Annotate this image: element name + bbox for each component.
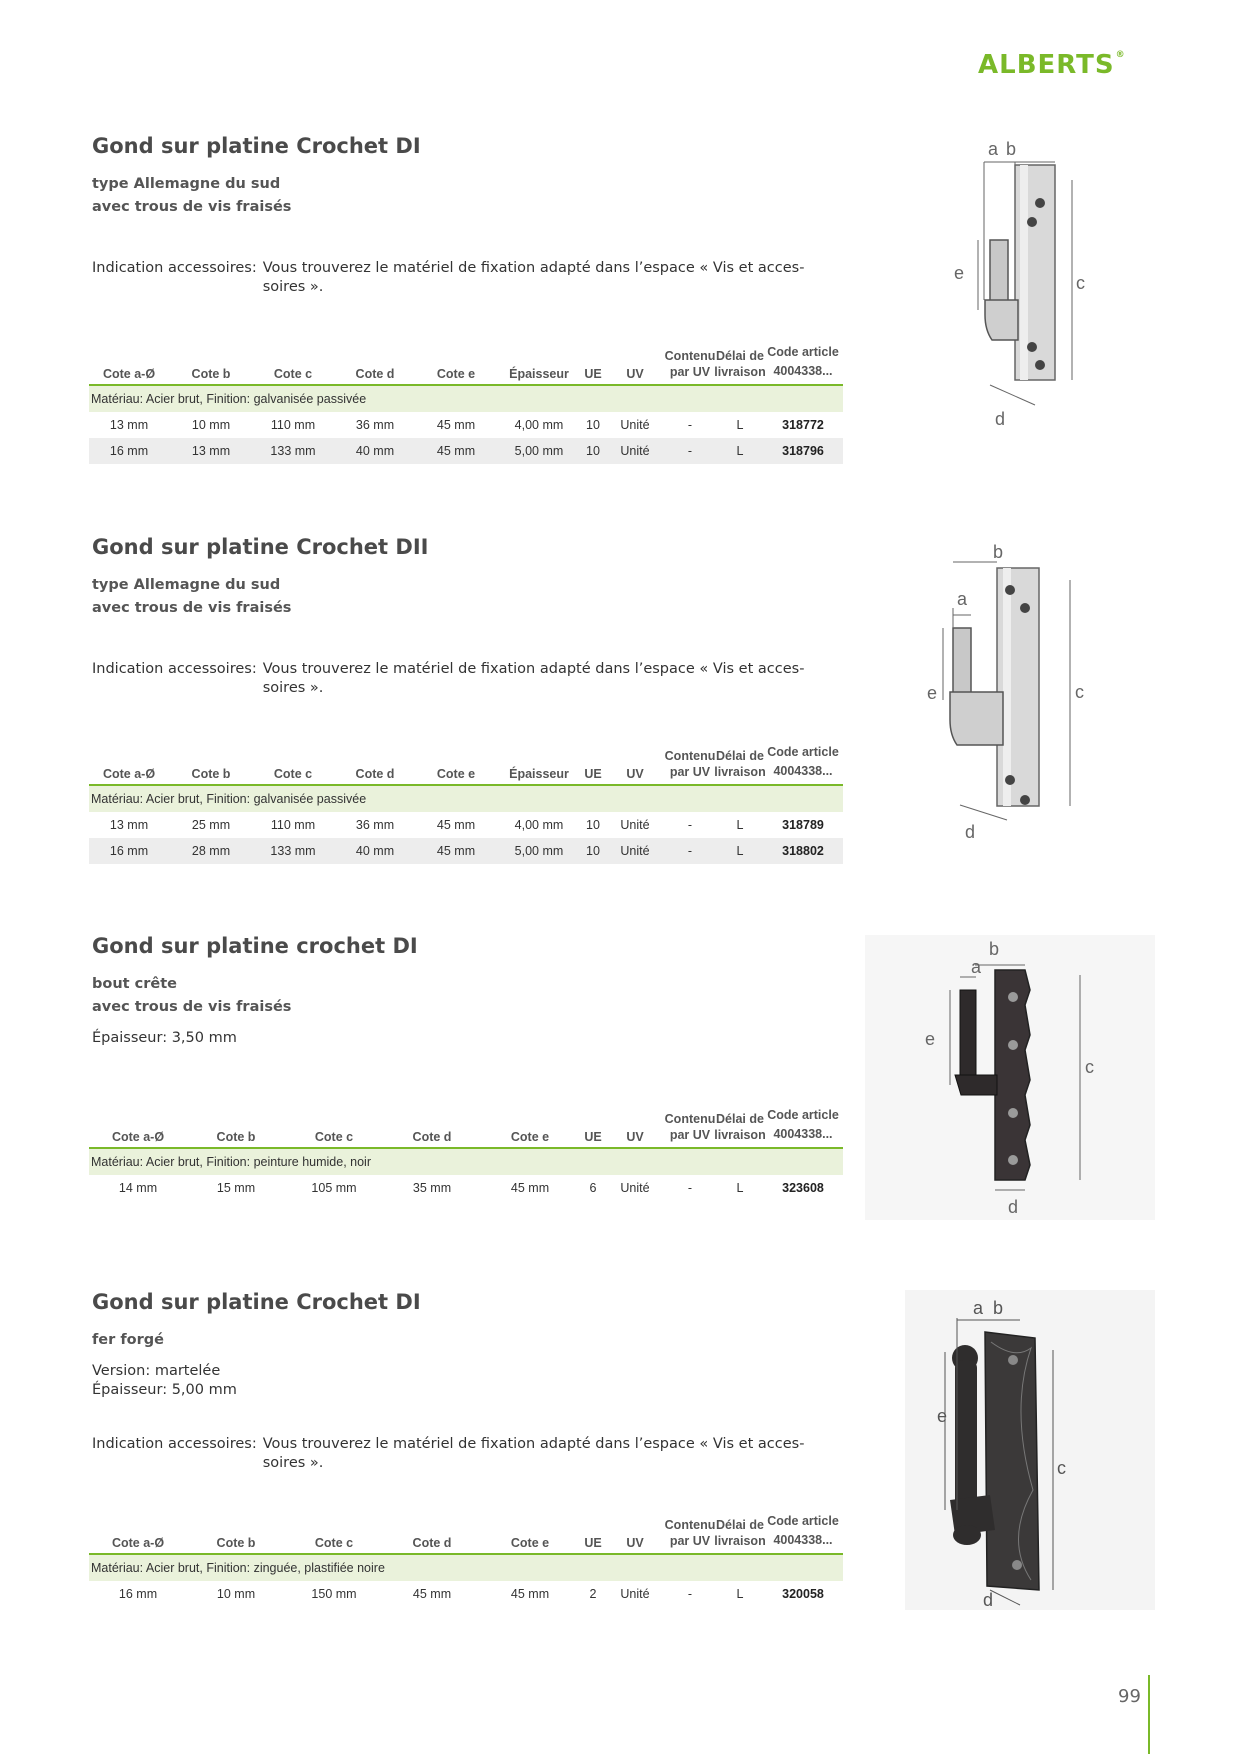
table-header: Cote a-Ø Cote b Cote c Cote d Cote e UE UV Contenu par UV Délai de livraison Code article 4004338... bbox=[89, 1505, 843, 1555]
hinge-diagram-image bbox=[905, 1290, 1155, 1610]
label-d: d bbox=[983, 1590, 994, 1610]
product-subtitle: fer forgé bbox=[92, 1332, 164, 1348]
hinge-diagram-image bbox=[940, 139, 1085, 430]
table-row: 16 mm 13 mm 133 mm 40 mm 45 mm 5,00 mm 10 Unité - L 318796 bbox=[89, 438, 843, 464]
product-info: Épaisseur: 3,50 mm bbox=[92, 1030, 237, 1046]
table-header: Cote a-Ø Cote b Cote c Cote d Cote e UE UV Contenu par UV Délai de livraison Code article 4004338... bbox=[89, 1099, 843, 1149]
accessories-indication: Indication accessoires: Vous trouverez le matériel de fixation adapté dans l’espace « Vis et acces-soires ». bbox=[92, 260, 805, 295]
label-a: a bbox=[973, 1298, 984, 1318]
product-2-section bbox=[92, 534, 844, 698]
label-e: e bbox=[925, 1029, 936, 1049]
product-4-section bbox=[92, 1289, 844, 1473]
table-row: 13 mm 25 mm 110 mm 36 mm 45 mm 4,00 mm 10 Unité - L 318789 bbox=[109, 818, 824, 832]
product-subtitle: avec trous de vis fraisés bbox=[92, 600, 292, 616]
table-row: 14 mm 15 mm 105 mm 35 mm 45 mm 6 Unité - L 323608 bbox=[118, 1181, 824, 1195]
label-a: a bbox=[957, 589, 968, 609]
product-info: Version: martelée bbox=[92, 1363, 221, 1379]
product-subtitle: avec trous de vis fraisés bbox=[92, 999, 292, 1015]
label-b: b bbox=[1006, 139, 1017, 159]
product-subtitle: type Allemagne du sud bbox=[92, 176, 281, 192]
label-a: a bbox=[971, 957, 982, 977]
material-row: Matériau: Acier brut, Finition: zinguée, plastifiée noire bbox=[89, 1555, 843, 1581]
product-title: Gond sur platine Crochet DI bbox=[92, 134, 421, 158]
label-b: b bbox=[993, 1298, 1004, 1318]
material-row: Matériau: Acier brut, Finition: galvanisée passivée bbox=[89, 386, 843, 412]
label-c: c bbox=[1057, 1458, 1066, 1478]
product-1-section bbox=[92, 133, 844, 297]
label-c: c bbox=[1075, 682, 1084, 702]
label-e: e bbox=[937, 1406, 948, 1426]
accessories-indication: Indication accessoires: Vous trouverez le matériel de fixation adapté dans l’espace « Vis et acces-soires ». bbox=[92, 1436, 805, 1471]
product-3-table bbox=[89, 1099, 843, 1201]
product-subtitle: type Allemagne du sud bbox=[92, 577, 281, 593]
page-number-divider bbox=[1148, 1675, 1150, 1754]
product-title: Gond sur platine crochet DI bbox=[92, 934, 418, 958]
product-subtitle: bout crête bbox=[92, 976, 177, 992]
hinge-diagram-image bbox=[925, 540, 1085, 840]
label-b: b bbox=[989, 939, 1000, 959]
hinge-diagram-image bbox=[865, 935, 1155, 1220]
product-1-table bbox=[89, 336, 843, 464]
product-info: Épaisseur: 5,00 mm bbox=[92, 1382, 237, 1398]
label-e: e bbox=[927, 683, 938, 703]
product-title: Gond sur platine Crochet DII bbox=[92, 535, 429, 559]
product-2-table bbox=[89, 736, 843, 864]
label-d: d bbox=[995, 409, 1006, 429]
label-d: d bbox=[965, 822, 976, 842]
product-3-section bbox=[92, 933, 844, 1048]
label-b: b bbox=[993, 542, 1004, 562]
label-c: c bbox=[1076, 273, 1085, 293]
label-d: d bbox=[1008, 1197, 1019, 1217]
table-row: 16 mm 10 mm 150 mm 45 mm 45 mm 2 Unité - L 320058 bbox=[118, 1587, 824, 1601]
table-row: 13 mm 10 mm 110 mm 36 mm 45 mm 4,00 mm 10 Unité - L 318772 bbox=[109, 418, 824, 432]
material-row: Matériau: Acier brut, Finition: galvanisée passivée bbox=[89, 786, 843, 812]
product-4-table bbox=[89, 1505, 843, 1607]
table-header: Cote a-Ø Cote b Cote c Cote d Cote e Épaisseur UE UV Contenu par UV Délai de livraison Code article 4004338... bbox=[89, 736, 843, 786]
label-a: a bbox=[988, 139, 999, 159]
product-title: Gond sur platine Crochet DI bbox=[92, 1290, 421, 1314]
label-c: c bbox=[1085, 1057, 1094, 1077]
material-row: Matériau: Acier brut, Finition: peinture humide, noir bbox=[89, 1149, 843, 1175]
alberts-logo: ALBERTS® bbox=[978, 50, 1126, 80]
table-row: 16 mm 28 mm 133 mm 40 mm 45 mm 5,00 mm 10 Unité - L 318802 bbox=[89, 838, 843, 864]
table-header: Cote a-Ø Cote b Cote c Cote d Cote e Épaisseur UE UV Contenu par UV Délai de livraison Code article 4004338... bbox=[89, 336, 843, 386]
page-number: 99 bbox=[1118, 1686, 1141, 1707]
label-e: e bbox=[954, 263, 965, 283]
product-subtitle: avec trous de vis fraisés bbox=[92, 199, 292, 215]
accessories-indication: Indication accessoires: Vous trouverez le matériel de fixation adapté dans l’espace « Vis et acces-soires ». bbox=[92, 661, 805, 696]
